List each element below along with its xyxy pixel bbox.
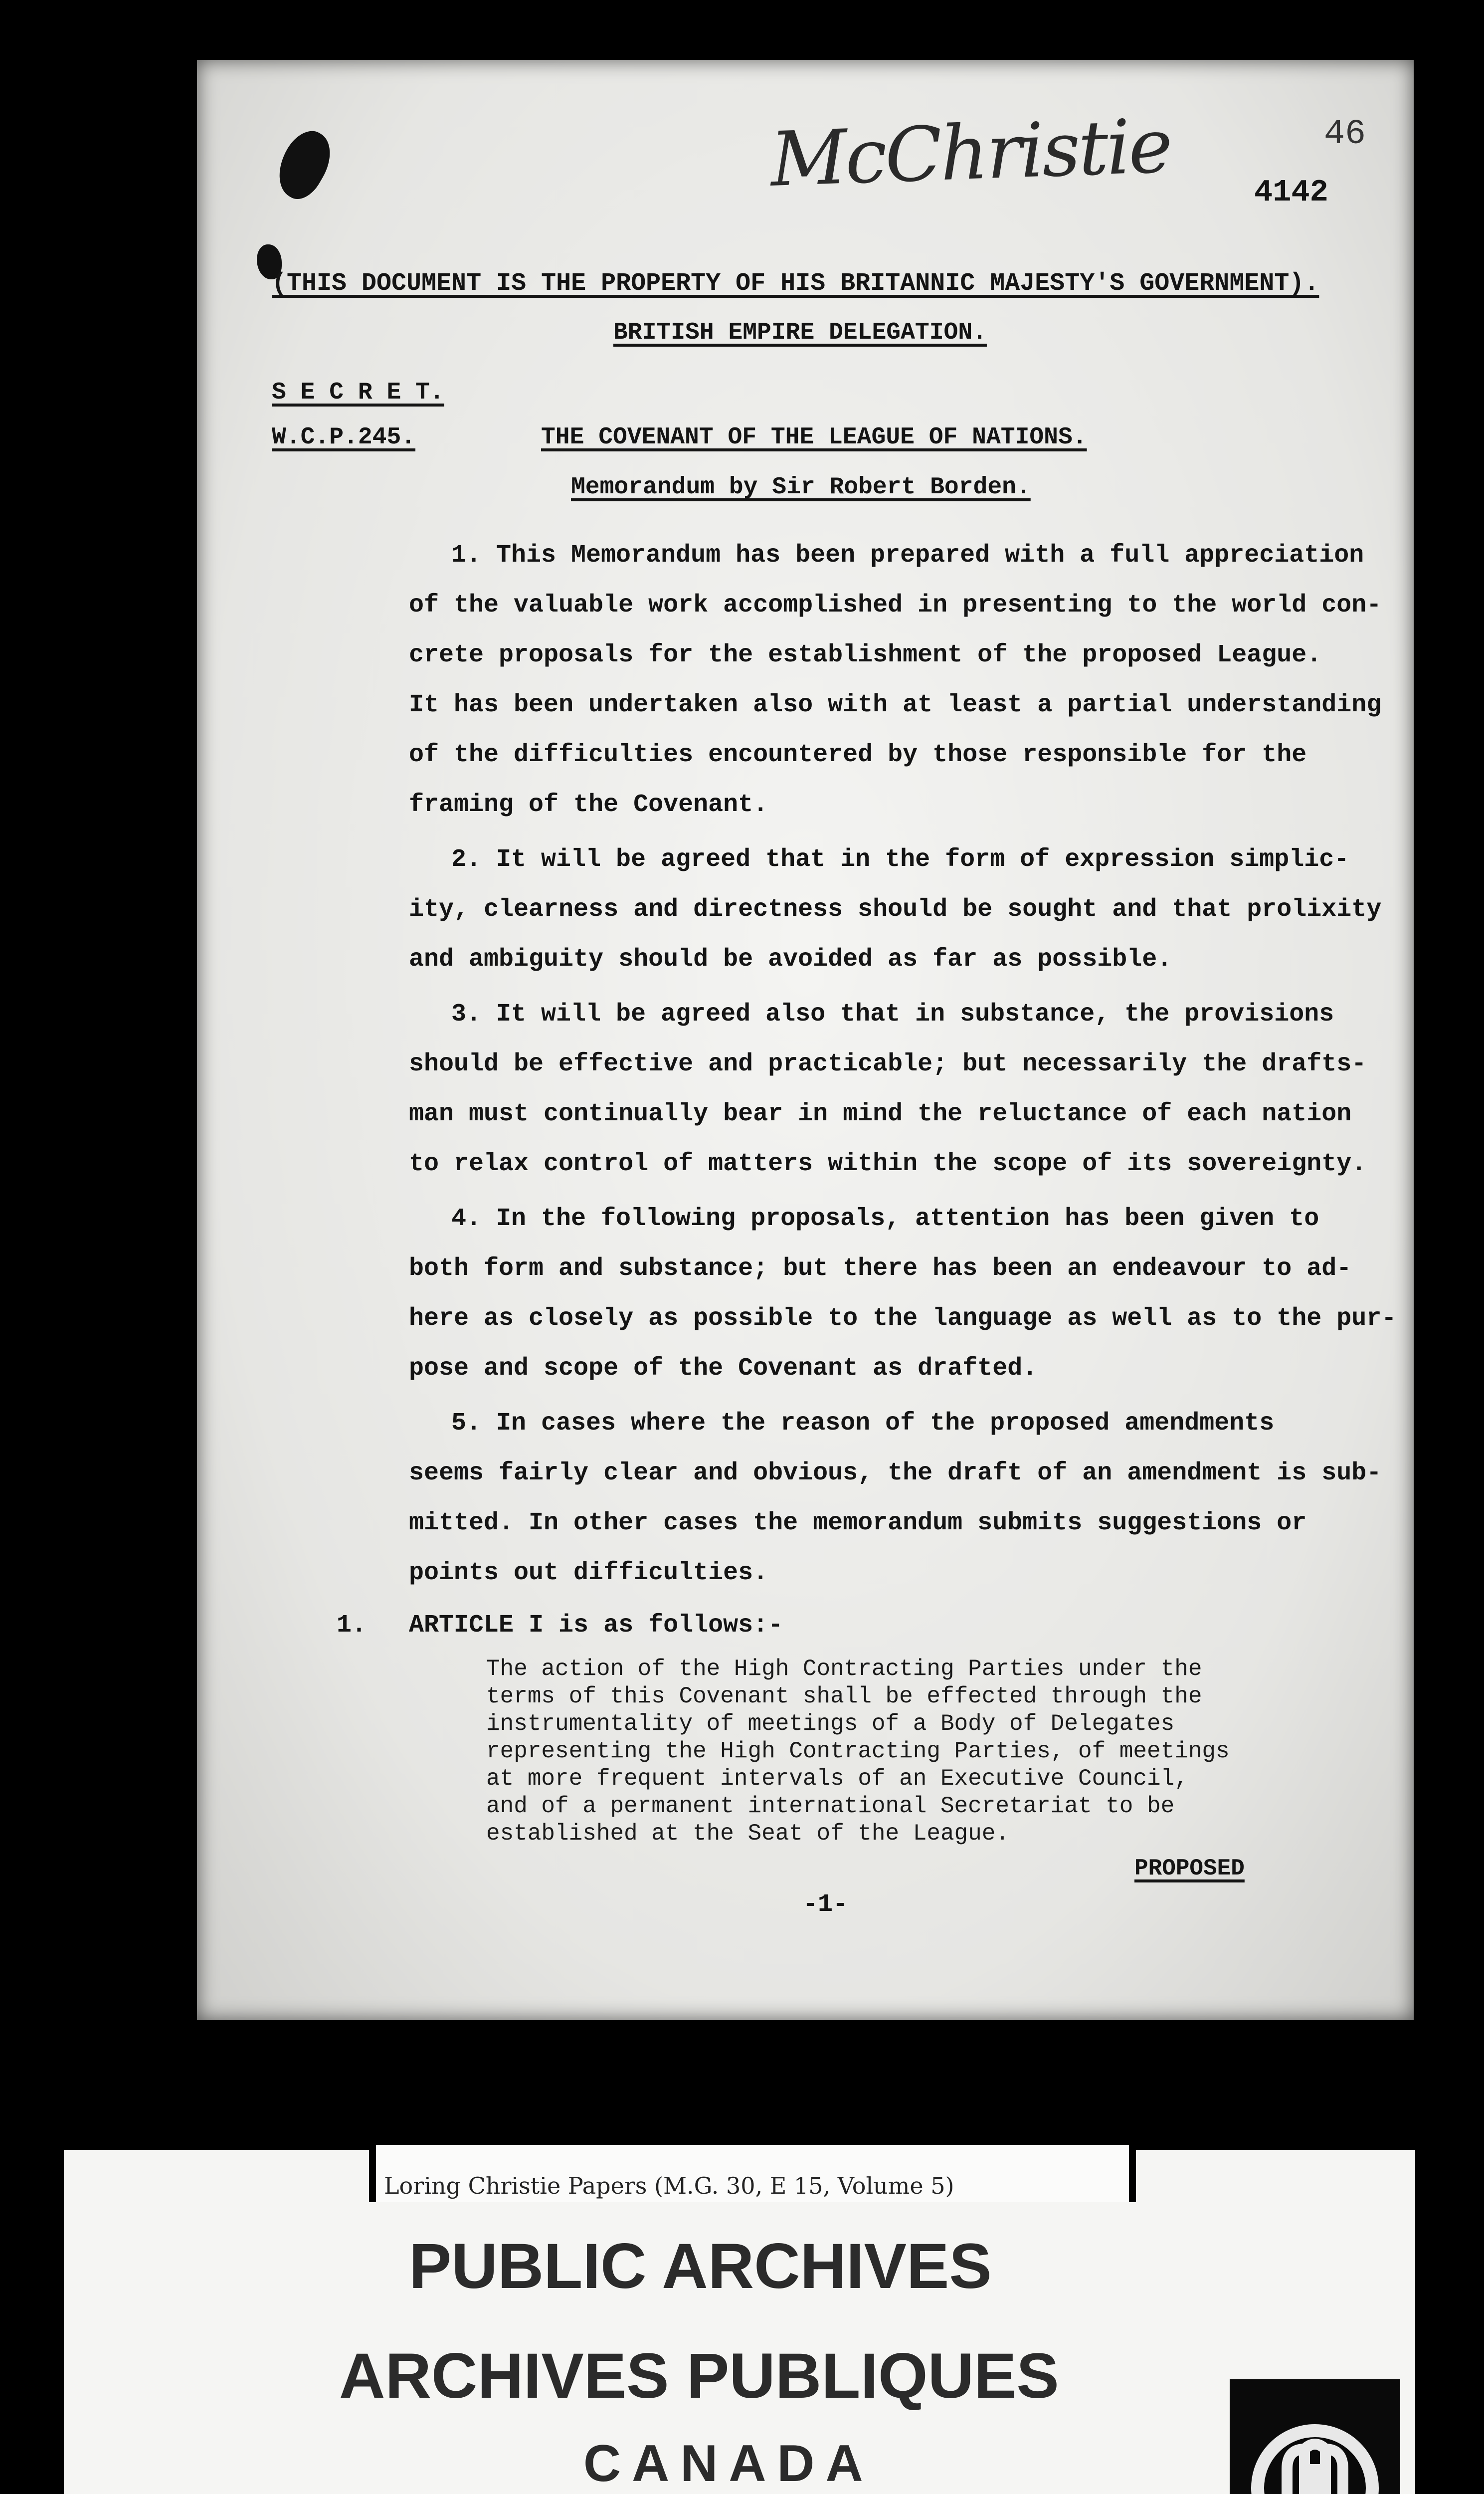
body-line: of the valuable work accomplished in presenting to the world con- [409, 591, 1382, 620]
article-number: 1. [337, 1611, 367, 1640]
page-number-top: 46 [1324, 115, 1366, 154]
archive-country: CANADA [583, 2435, 874, 2493]
document-subtitle: Memorandum by Sir Robert Borden. [571, 474, 1031, 501]
article-line: terms of this Covenant shall be effected through the [486, 1683, 1202, 1709]
body-line: It has been undertaken also with at least a partial understanding [409, 691, 1382, 719]
document-page [197, 60, 1414, 2020]
article-line: representing the High Contracting Parties, of meetings [486, 1738, 1230, 1764]
delegation-heading: BRITISH EMPIRE DELEGATION. [613, 319, 987, 346]
article-line: established at the Seat of the League. [486, 1821, 1009, 1847]
article-heading: ARTICLE I is as follows:- [409, 1611, 783, 1640]
article-line: The action of the High Contracting Parties under the [486, 1656, 1202, 1682]
body-line: pose and scope of the Covenant as drafted. [409, 1354, 1038, 1383]
article-line: instrumentality of meetings of a Body of Delegates [486, 1711, 1175, 1737]
body-line: should be effective and practicable; but necessarily the drafts- [409, 1050, 1367, 1078]
article-line: at more frequent intervals of an Executive Council, [486, 1766, 1188, 1792]
body-line: seems fairly clear and obvious, the draft of an amendment is sub- [409, 1459, 1382, 1487]
classification: S E C R E T. [272, 379, 444, 406]
document-title: THE COVENANT OF THE LEAGUE OF NATIONS. [541, 424, 1087, 451]
article-line: and of a permanent international Secretariat to be [486, 1793, 1175, 1819]
page-number-sub: 4142 [1254, 175, 1328, 210]
body-line: crete proposals for the establishment of the proposed League. [409, 641, 1322, 669]
archive-name-fr: ARCHIVES PUBLIQUES [339, 2340, 1059, 2412]
handwritten-signature: McChristie [769, 103, 1172, 204]
body-line: 1. This Memorandum has been prepared with a full appreciation [451, 541, 1364, 570]
catchword: PROPOSED [1134, 1856, 1245, 1881]
body-line: here as closely as possible to the language as well as to the pur- [409, 1304, 1397, 1333]
body-line: 4. In the following proposals, attention has been given to [451, 1205, 1319, 1233]
collection-reference: Loring Christie Papers (M.G. 30, E 15, Volume 5) [384, 2172, 954, 2199]
body-line: of the difficulties encountered by those responsible for the [409, 741, 1307, 769]
archives-canada-logo-icon [1230, 2379, 1400, 2494]
body-line: 5. In cases where the reason of the proposed amendments [451, 1409, 1275, 1438]
page-footer: -1- [803, 1890, 848, 1919]
body-line: 3. It will be agreed also that in substance, the provisions [451, 1000, 1334, 1029]
body-line: man must continually bear in mind the reluctance of each nation [409, 1100, 1352, 1128]
reference-number: W.C.P.245. [272, 424, 416, 451]
archive-name-en: PUBLIC ARCHIVES [409, 2231, 992, 2302]
property-notice: (THIS DOCUMENT IS THE PROPERTY OF HIS BRITANNIC MAJESTY'S GOVERNMENT). [272, 269, 1319, 298]
body-line: points out difficulties. [409, 1559, 768, 1587]
body-line: ity, clearness and directness should be sought and that prolixity [409, 895, 1382, 924]
body-line: 2. It will be agreed that in the form of expression simplic- [451, 845, 1349, 874]
body-line: mitted. In other cases the memorandum submits suggestions or [409, 1509, 1307, 1537]
body-line: framing of the Covenant. [409, 791, 768, 819]
ink-smudge [267, 123, 341, 206]
body-line: both form and substance; but there has been an endeavour to ad- [409, 1254, 1352, 1283]
body-line: to relax control of matters within the scope of its sovereignty. [409, 1150, 1367, 1178]
body-line: and ambiguity should be avoided as far as possible. [409, 945, 1172, 974]
